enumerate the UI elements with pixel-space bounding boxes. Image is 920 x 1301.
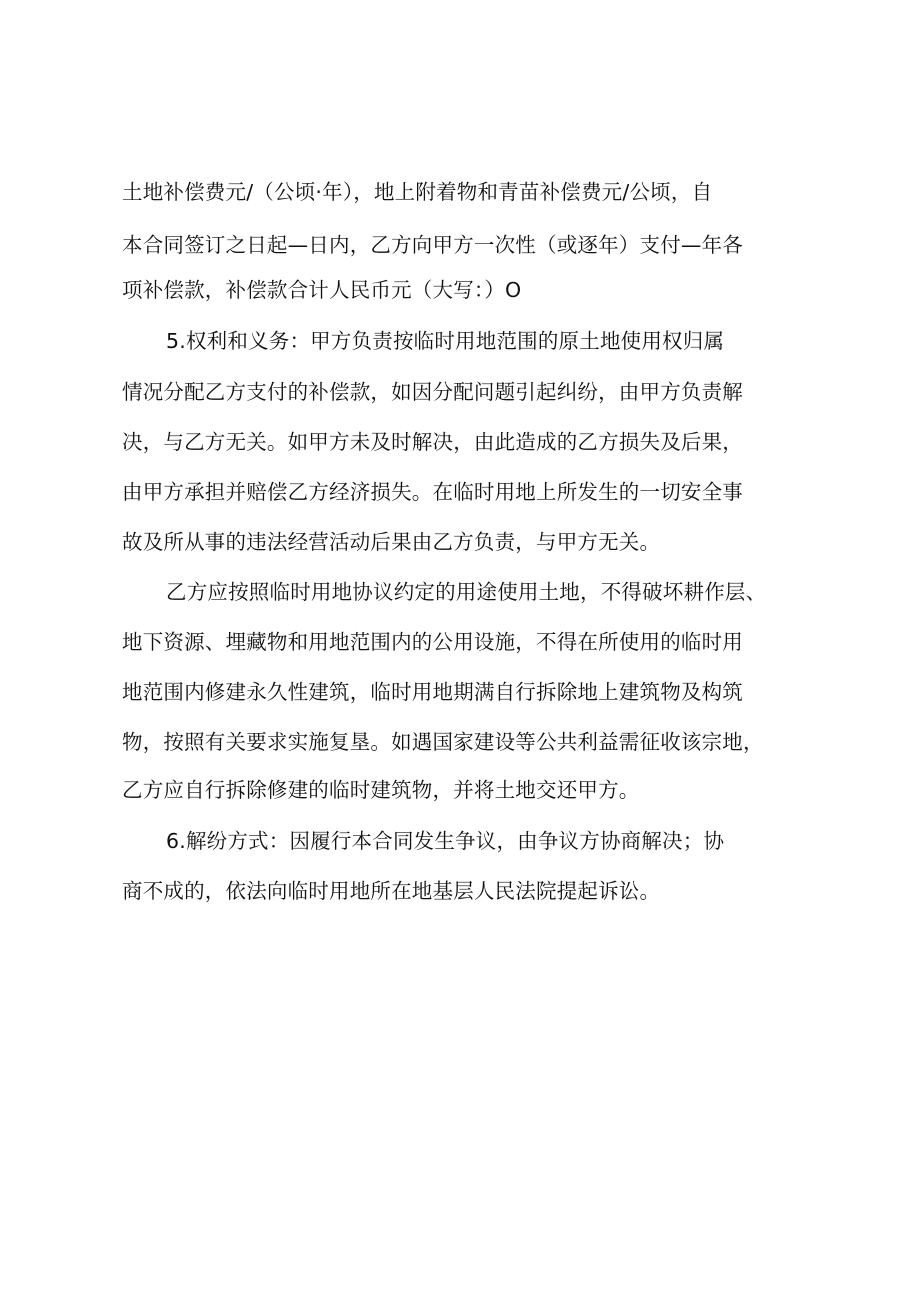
text-line: 5.权利和义务：甲方负责按临时用地范围的原土地使用权归属 — [166, 329, 725, 353]
text-line: 决，与乙方无关。如甲方未及时解决，由此造成的乙方损失及后果， — [122, 430, 743, 454]
text-line: 乙方应自行拆除修建的临时建筑物，并将土地交还甲方。 — [122, 778, 640, 802]
text-line: 物，按照有关要求实施复垦。如遇国家建设等公共利益需征收该宗地， — [122, 730, 764, 754]
text-line: 本合同签订之日起—日内，乙方向甲方一次性（或逐年）支付—年各 — [122, 233, 743, 257]
text-line: 商不成的，依法向临时用地所在地基层人民法院提起诉讼。 — [122, 879, 661, 903]
text-line: 故及所从事的违法经营活动后果由乙方负责，与甲方无关。 — [122, 530, 661, 554]
text-line: 情况分配乙方支付的补偿款，如因分配问题引起纠纷，由甲方负责解 — [122, 380, 743, 404]
text-line: 乙方应按照临时用地协议约定的用途使用土地，不得破坏耕作层、 — [166, 580, 767, 604]
text-line: 项补偿款，补偿款合计人民币元（大写：）O — [122, 278, 522, 302]
text-line: 地范围内修建永久性建筑，临时用地期满自行拆除地上建筑物及构筑 — [122, 680, 743, 704]
text-line: 地下资源、埋藏物和用地范围内的公用设施，不得在所使用的临时用 — [122, 630, 743, 654]
text-line: 6.解纷方式：因履行本合同发生争议，由争议方协商解决；协 — [166, 829, 725, 853]
text-line: 土地补偿费元/（公顷·年），地上附着物和青苗补偿费元/公顷，自 — [122, 180, 713, 204]
text-line: 由甲方承担并赔偿乙方经济损失。在临时用地上所发生的一切安全事 — [122, 480, 743, 504]
